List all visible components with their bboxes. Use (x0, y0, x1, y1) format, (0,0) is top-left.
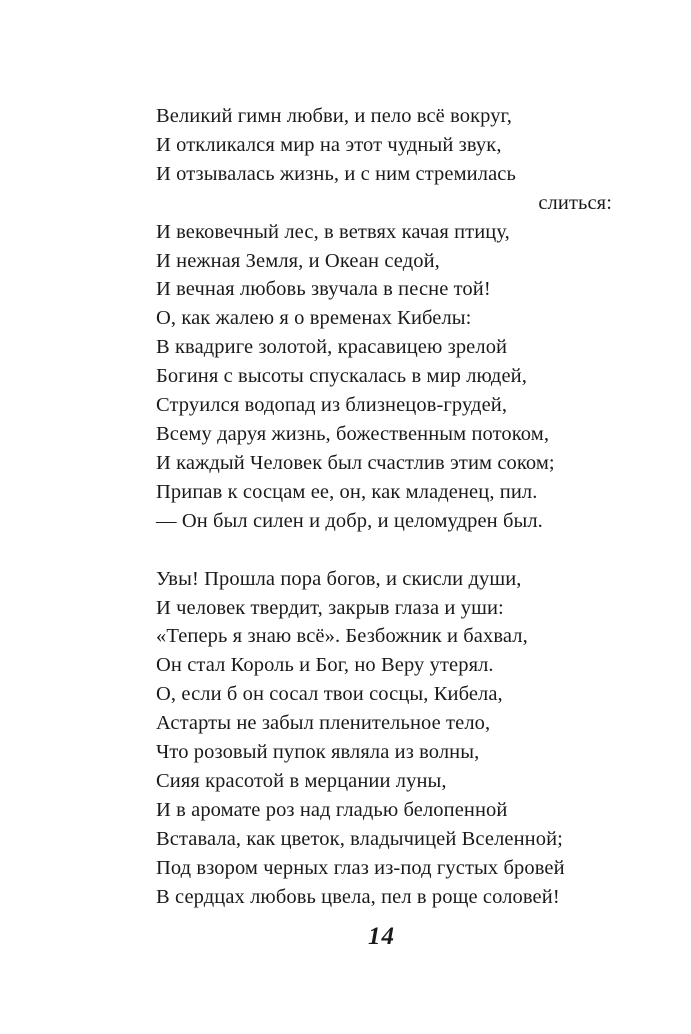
poem-line: Струился водопад из близнецов-грудей, (156, 394, 508, 417)
poem-line: И каждый Человек был счастлив этим соком; (156, 451, 555, 474)
poem-line: И отзывалась жизнь, и с ним стремилась (156, 162, 516, 185)
stanza-2 (156, 565, 626, 912)
page-number: 14 (368, 923, 395, 950)
poem-line: Он стал Король и Бог, но Веру утерял. (156, 654, 494, 677)
poem-line: Сияя красотой в мерцании луны, (156, 769, 447, 792)
poem-line-continuation: слиться: (538, 191, 612, 214)
poem-line: Всему даруя жизнь, божественным потоком, (156, 422, 550, 445)
poem-line: — Он был силен и добр, и целомудрен был. (156, 509, 543, 532)
poem-line: И в аромате роз над гладью белопенной (156, 798, 508, 821)
poem-line: И человек твердит, закрыв глаза и уши: (156, 596, 504, 619)
poem-line: И вековечный лес, в ветвях качая птицу, (156, 220, 510, 243)
poem-line: И нежная Земля, и Океан седой, (156, 249, 440, 272)
poem-line: О, как жалею я о временах Кибелы: (156, 307, 472, 330)
poem-line: В сердцах любовь цвела, пел в роще соловей! (156, 885, 560, 908)
poem-line: Под взором черных глаз из-под густых бровей (156, 856, 565, 879)
stanza-1 (156, 102, 626, 536)
poem-line: «Теперь я знаю всё». Безбожник и бахвал, (156, 625, 528, 648)
poem-line: Что розовый пупок являла из волны, (156, 741, 480, 764)
poem (156, 102, 626, 911)
poem-line: О, если б он сосал твои сосцы, Кибела, (156, 683, 503, 706)
poem-line: И откликался мир на этот чудный звук, (156, 133, 502, 156)
poem-line: Увы! Прошла пора богов, и скисли души, (156, 567, 522, 590)
poem-line: Астарты не забыл пленительное тело, (156, 712, 491, 735)
poem-line: Великий гимн любви, и пело всё вокруг, (156, 105, 512, 127)
poem-line: Припав к сосцам ее, он, как младенец, пил. (156, 480, 538, 503)
poem-line: Вставала, как цветок, владычицей Вселенной; (156, 827, 563, 850)
poem-line: И вечная любовь звучала в песне той! (156, 278, 491, 301)
poem-line: Богиня с высоты спускалась в мир людей, (156, 365, 527, 388)
poem-line: В квадриге золотой, красавицею зрелой (156, 336, 508, 359)
